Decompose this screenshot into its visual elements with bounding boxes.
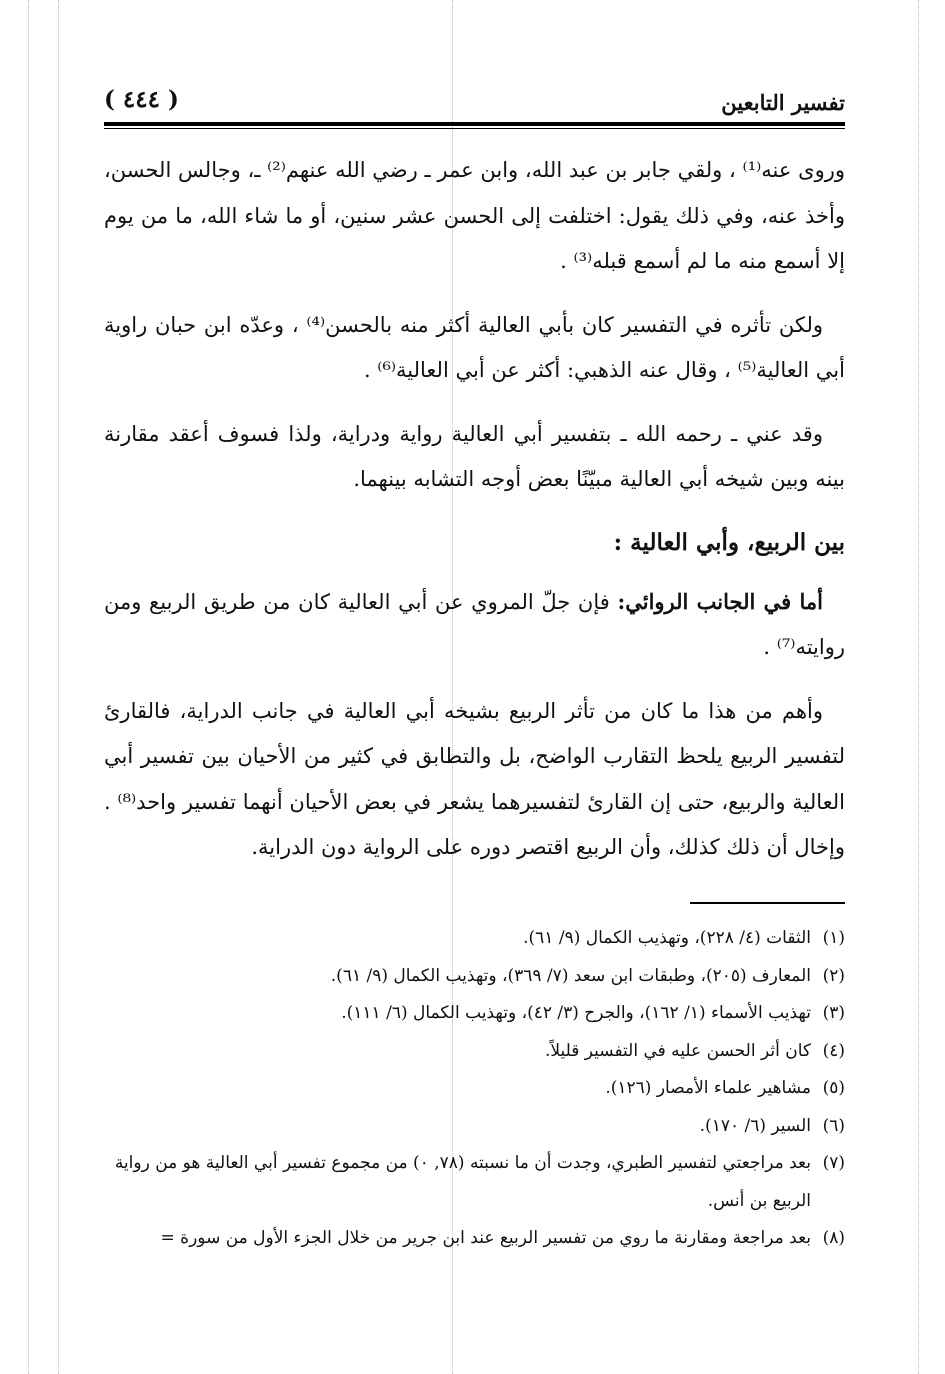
paragraph-lead: أما في الجانب الروائي: — [617, 588, 823, 614]
footnote — [104, 1108, 845, 1146]
paragraph-text: فإن جلّ المروي عن أبي العالية كان من طريق الربيع ومن روايته⁽⁷⁾ . — [104, 589, 845, 659]
footnote — [104, 958, 845, 996]
footnote-number: (٦) — [822, 1115, 845, 1136]
paragraph — [104, 579, 845, 671]
footnote-number: (٨) — [822, 1228, 845, 1248]
footnote-number: (٢) — [822, 965, 845, 986]
footnote-separator — [690, 902, 845, 904]
running-header — [104, 82, 845, 122]
header-rule-thin — [104, 128, 845, 129]
scan-guide-line — [58, 0, 59, 1374]
scan-guide-line — [28, 0, 29, 1374]
footnote-text: الثقات (٤/ ٢٢٨)، وتهذيب الكمال (٩/ ٦١). — [523, 928, 811, 948]
footnote — [104, 1070, 845, 1108]
paragraph: وأهم من هذا ما كان من تأثر الربيع بشيخه أبي العالية في جانب الدراية، فالقارئ لتفسير الربيع يلحظ التقارب الواضح، بل والتطابق في كثير من الأحيان بين تفسير أبي العالية والربيع، حتى إن القارئ لتفسيرهما يشعر في بعض الأحيان أنهما تفسير واحد⁽⁸⁾ . وإخال أن ذلك كذلك، وأن الربيع اقتصر دوره على الرواية دون الدراية. — [104, 698, 845, 859]
page-number: ( ٤٤٤ ) — [104, 86, 179, 113]
footnote — [104, 920, 845, 958]
footnote-text: بعد مراجعة ومقارنة ما روي من تفسير الربيع عند ابن جرير من خلال الجزء الأول من سورة = — [160, 1228, 811, 1248]
footnotes — [104, 920, 845, 1258]
footnote-number: (٥) — [822, 1078, 845, 1098]
header-rule — [104, 122, 845, 126]
footnote — [104, 995, 845, 1033]
footnote-number: (٤) — [822, 1040, 845, 1061]
footnote-text: تهذيب الأسماء (١/ ١٦٢)، والجرح (٣/ ٤٢)، وتهذيب الكمال (٦/ ١١١). — [341, 1003, 811, 1023]
footnote-text: كان أثر الحسن عليه في التفسير قليلاً. — [544, 1040, 811, 1061]
footnote-number: (١) — [822, 928, 845, 948]
scan-guide-line — [918, 0, 919, 1374]
paragraph: ولكن تأثره في التفسير كان بأبي العالية أكثر منه بالحسن⁽⁴⁾ ، وعدّه ابن حبان راوية أبي العالية⁽⁵⁾ ، وقال عنه الذهبي: أكثر عن أبي العالية⁽⁶⁾ . — [104, 312, 845, 382]
footnote-text: السير (٦/ ١٧٠). — [699, 1115, 811, 1136]
footnote-text: المعارف (٢٠٥)، وطبقات ابن سعد (٧/ ٣٦٩)، وتهذيب الكمال (٩/ ٦١). — [330, 965, 811, 986]
footnote — [104, 1033, 845, 1071]
footnote-text: مشاهير علماء الأمصار (١٢٦). — [605, 1078, 811, 1098]
footnote-number: (٣) — [822, 1003, 845, 1023]
footnote — [104, 1145, 845, 1220]
footnote-text: بعد مراجعتي لتفسير الطبري، وجدت أن ما نسبته (٧٨, ٠) من مجموع تفسير أبي العالية هو من رواية الربيع بن أنس. — [114, 1153, 811, 1211]
footnote-number: (٧) — [822, 1153, 845, 1173]
main-text — [104, 148, 845, 889]
paragraph: وروى عنه⁽¹⁾ ، ولقي جابر بن عبد الله، وابن عمر ـ رضي الله عنهم⁽²⁾ ـ، وجالس الحسن، وأخذ عنه، وفي ذلك يقول: اختلفت إلى الحسن عشر سنين، أو ما شاء الله، ما من يوم إلا أسمع منه ما لم أسمع قبله⁽³⁾ . — [104, 158, 846, 273]
footnote — [104, 1220, 845, 1258]
paragraph: وقد عني ـ رحمه الله ـ بتفسير أبي العالية رواية ودراية، ولذا فسوف أعقد مقارنة بينه وبين شيخه أبي العالية مبيّنًا بعض أوجه التشابه بينهما. — [104, 421, 845, 491]
book-title: تفسير التابعين — [721, 90, 845, 115]
section-heading: بين الربيع، وأبي العالية : — [613, 528, 845, 556]
